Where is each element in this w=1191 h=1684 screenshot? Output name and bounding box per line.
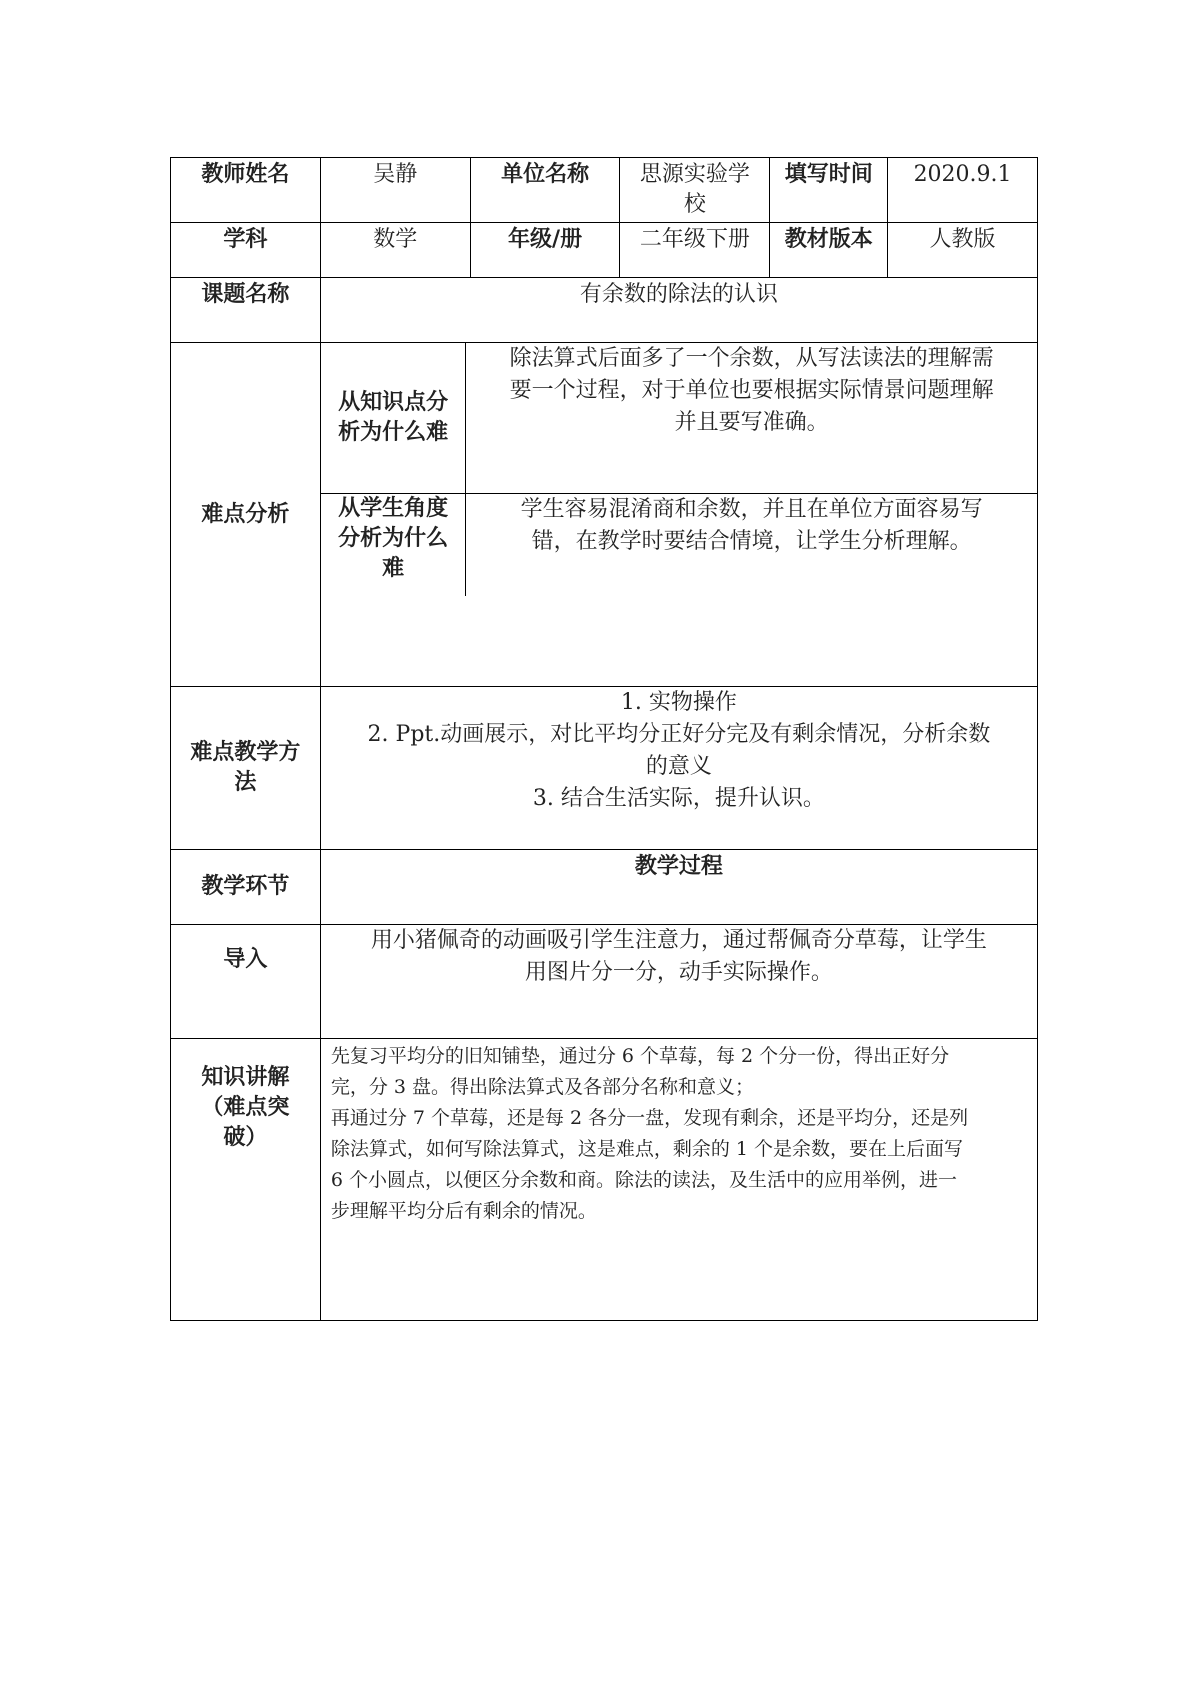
- explain-row: [171, 1039, 1038, 1321]
- label-line: （难点突: [201, 1095, 290, 1120]
- process-header: 教学过程: [320, 850, 1037, 925]
- method-item: 1. 实物操作: [620, 690, 737, 715]
- method-item: 2. Ppt.动画展示，对比平均分正好分完及有剩余情况，分析余数: [367, 722, 991, 747]
- topic-value: 有余数的除法的认识: [320, 278, 1037, 343]
- edition-label: 教材版本: [770, 223, 888, 278]
- process-row: [171, 850, 1038, 925]
- grade-label: 年级/册: [470, 223, 620, 278]
- text-line: 要一个过程，对于单位也要根据实际情景问题理解: [509, 378, 994, 403]
- difficulty-subtable: [321, 343, 1037, 596]
- difficulty-content: [320, 343, 1037, 687]
- text-line: 先复习平均分的旧知铺垫，通过分 6 个草莓，每 2 个分一份，得出正好分: [330, 1045, 950, 1067]
- lesson-plan-table: [170, 157, 1038, 1321]
- unit-name-label: 单位名称: [470, 158, 620, 223]
- intro-label: 导入: [171, 925, 321, 1039]
- method-item: 的意义: [645, 754, 712, 779]
- text-line: 6 个小圆点，以便区分余数和商。除法的读法，及生活中的应用举例，进一: [330, 1169, 957, 1191]
- grade-value: 二年级下册: [620, 223, 770, 278]
- label-line: 知识讲解: [201, 1065, 290, 1090]
- edition-value: 人教版: [888, 223, 1038, 278]
- method-item: 3. 结合生活实际，提升认识。: [532, 786, 825, 811]
- intro-row: [171, 925, 1038, 1039]
- unit-name-line: 思源实验学: [639, 162, 750, 187]
- label-line: 法: [234, 770, 257, 795]
- label-line: 从知识点分: [338, 389, 449, 415]
- unit-name-value: [620, 158, 770, 223]
- topic-label: 课题名称: [171, 278, 321, 343]
- subject-label: 学科: [171, 223, 321, 278]
- label-line: 破）: [223, 1125, 268, 1150]
- intro-text: [320, 925, 1037, 1039]
- text-line: 除法算式后面多了一个余数，从写法读法的理解需: [509, 346, 994, 371]
- label-line: 难点教学方: [190, 740, 301, 765]
- student-row: [321, 493, 1037, 596]
- text-line: 完，分 3 盘。得出除法算式及各部分名称和意义；: [330, 1076, 754, 1098]
- text-line: 学生容易混淆商和余数，并且在单位方面容易写: [520, 496, 983, 522]
- text-line: 并且要写准确。: [674, 410, 829, 435]
- text-line: 步理解平均分后有剩余的情况。: [330, 1200, 597, 1222]
- process-step-label: 教学环节: [171, 850, 321, 925]
- label-line: 难: [382, 555, 405, 581]
- knowledge-reason-label: [321, 343, 466, 493]
- subject-value: 数学: [320, 223, 470, 278]
- knowledge-reason-text: [466, 343, 1037, 493]
- method-label: [171, 687, 321, 850]
- unit-name-line: 校: [683, 192, 706, 217]
- info-row-1: [171, 158, 1038, 223]
- difficulty-label: 难点分析: [171, 343, 321, 687]
- label-line: 析为什么难: [338, 419, 449, 445]
- fill-date-label: 填写时间: [770, 158, 888, 223]
- label-line: 分析为什么: [338, 525, 449, 551]
- method-row: [171, 687, 1038, 850]
- teacher-name-value: 吴静: [320, 158, 470, 223]
- text-line: 再通过分 7 个草莓，还是每 2 各分一盘，发现有剩余，还是平均分，还是列: [330, 1107, 969, 1129]
- explain-text: [320, 1039, 1037, 1321]
- label-line: 从学生角度: [338, 495, 449, 521]
- explain-label: [171, 1039, 321, 1321]
- method-list: [320, 687, 1037, 850]
- info-row-2: [171, 223, 1038, 278]
- fill-date-value: 2020.9.1: [888, 158, 1038, 223]
- topic-row: [171, 278, 1038, 343]
- knowledge-row: [321, 343, 1037, 493]
- text-line: 错，在教学时要结合情境，让学生分析理解。: [531, 528, 972, 554]
- text-line: 除法算式，如何写除法算式，这是难点，剩余的 1 个是余数，要在上后面写: [330, 1138, 963, 1160]
- difficulty-row: [171, 343, 1038, 687]
- student-reason-label: [321, 493, 466, 596]
- teacher-name-label: 教师姓名: [171, 158, 321, 223]
- student-reason-text: [466, 493, 1037, 596]
- text-line: 用图片分一分，动手实际操作。: [524, 960, 833, 985]
- text-line: 用小猪佩奇的动画吸引学生注意力，通过帮佩奇分草莓，让学生: [370, 928, 987, 953]
